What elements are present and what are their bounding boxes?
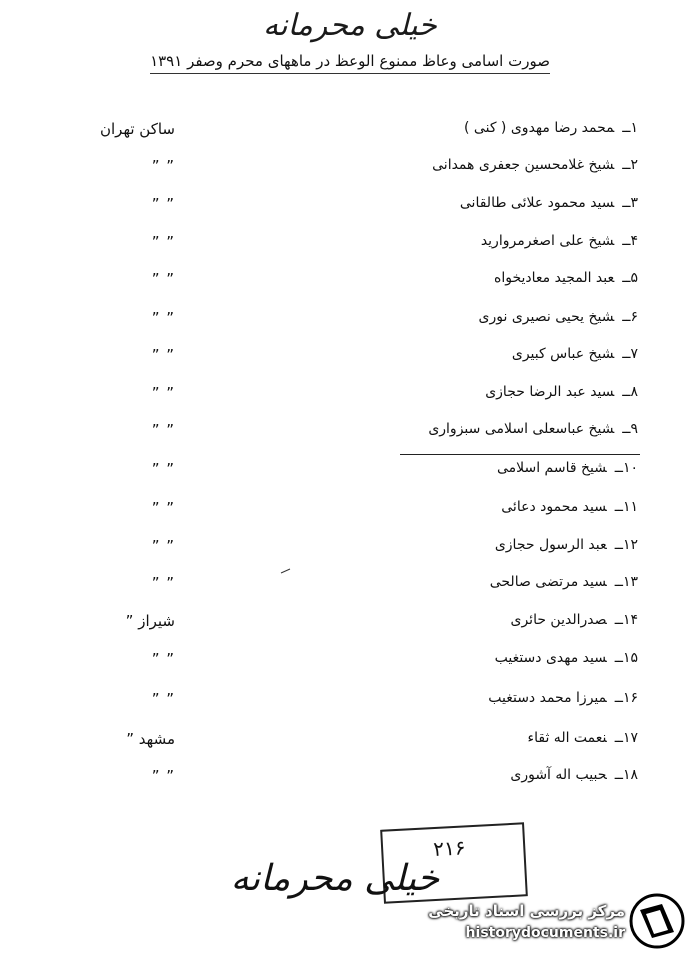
list-item <box>0 612 700 636</box>
entry-name: سید مهدی دستغیب <box>494 650 607 666</box>
list-item <box>0 270 700 294</box>
list-item <box>0 346 700 370</box>
list-item <box>0 537 700 561</box>
entry-number: ۵ــ <box>622 270 638 286</box>
entry-number: ۱۴ــ <box>614 612 638 628</box>
entry-city: ” ” <box>151 195 175 213</box>
list-item <box>0 460 700 484</box>
entry-name: محمد رضا مهدوی ( کنی ) <box>464 120 615 136</box>
entry-city: ” ” <box>151 309 175 327</box>
list-item <box>0 120 700 144</box>
list-item <box>0 650 700 674</box>
document-title: صورت اسامی وعاظ ممنوع الوعظ در ماههای محرم وصفر ۱۳۹۱ <box>150 52 550 70</box>
entry-number: ۲ــ <box>622 157 638 173</box>
entry-number: ۱۰ــ <box>614 460 638 476</box>
entry-city: ” ” <box>151 270 175 288</box>
entry-number: ۱۳ــ <box>614 574 638 590</box>
list-item <box>0 690 700 714</box>
entry-city: ” ” <box>151 574 175 592</box>
entry-number: ۱ــ <box>622 120 638 136</box>
entry-name: نعمت اله ثقاء <box>527 730 607 746</box>
entry-city: ” ” <box>151 346 175 364</box>
entry-name: شیخ غلامحسین جعفری همدانی <box>432 157 615 173</box>
watermark-logo-icon <box>628 892 686 950</box>
entry-number: ۱۶ــ <box>614 690 638 706</box>
entry-city: ” ” <box>151 384 175 402</box>
watermark-text: مرکز بررسی اسناد تاریخی <box>428 902 625 920</box>
entry-name: عبد المجید معادیخواه <box>494 270 615 286</box>
list-item <box>0 421 700 445</box>
title-underline <box>150 73 550 74</box>
entry-city: ” ” <box>151 233 175 251</box>
handwritten-classification-bottom: خیلی محرمانه <box>230 858 440 899</box>
entry-name: شیخ علی اصغرمروارید <box>480 233 615 249</box>
entry-city: ” ” <box>151 690 175 708</box>
entry-city: ساکن تهران <box>99 120 175 138</box>
list-item <box>0 309 700 333</box>
list-item <box>0 195 700 219</box>
list-item <box>0 574 700 598</box>
entry-name: میرزا محمد دستغیب <box>488 690 607 706</box>
entry-number: ۹ــ <box>622 421 638 437</box>
entry-name: شیخ عباسعلی اسلامی سبزواری <box>428 421 615 437</box>
entry-city: ” ” <box>151 537 175 555</box>
entry-number: ۴ــ <box>622 233 638 249</box>
entry-number: ۱۵ــ <box>614 650 638 666</box>
entry-city: ” ” <box>151 157 175 175</box>
entry-number: ۱۲ــ <box>614 537 638 553</box>
entry-city: مشهد ” <box>126 730 175 748</box>
stamp-number: ۲۱۶ <box>432 835 467 862</box>
entry-name: حبیب اله آشوری <box>510 767 607 783</box>
entry-city: ” ” <box>151 650 175 668</box>
entry-name: عبد الرسول حجازی <box>494 537 607 553</box>
entry-number: ۱۷ــ <box>614 730 638 746</box>
entry-city: ” ” <box>151 767 175 785</box>
list-item <box>0 157 700 181</box>
scan-speck <box>280 568 292 574</box>
list-item <box>0 499 700 523</box>
entry-city: ” ” <box>151 499 175 517</box>
entry-number: ۳ــ <box>622 195 638 211</box>
entry-city: ” ” <box>151 460 175 478</box>
list-item <box>0 730 700 754</box>
entry-number: ۱۱ــ <box>614 499 638 515</box>
list-item <box>0 233 700 257</box>
entry-number: ۱۸ــ <box>614 767 638 783</box>
entry-city: ” ” <box>151 421 175 439</box>
watermark-url: historydocuments.ir <box>465 925 625 941</box>
section-divider <box>400 454 640 455</box>
entry-name: سید محمود دعائی <box>501 499 607 515</box>
entry-name: سید عبد الرضا حجازی <box>485 384 615 400</box>
list-item <box>0 767 700 791</box>
entry-name: شیخ یحیی نصیری نوری <box>478 309 615 325</box>
list-item <box>0 384 700 408</box>
entry-number: ۷ــ <box>622 346 638 362</box>
handwritten-classification-top: خیلی محرمانه <box>263 8 437 43</box>
entry-name: شیخ قاسم اسلامی <box>496 460 607 476</box>
entry-name: سید مرتضی صالحی <box>489 574 607 590</box>
entry-name: سید محمود علائی طالقانی <box>459 195 615 211</box>
entry-number: ۶ــ <box>622 309 638 325</box>
entry-name: صدرالدین حائری <box>510 612 607 628</box>
entry-city: شیراز ” <box>125 612 175 630</box>
entry-name: شیخ عباس کبیری <box>511 346 615 362</box>
entry-number: ۸ــ <box>622 384 638 400</box>
